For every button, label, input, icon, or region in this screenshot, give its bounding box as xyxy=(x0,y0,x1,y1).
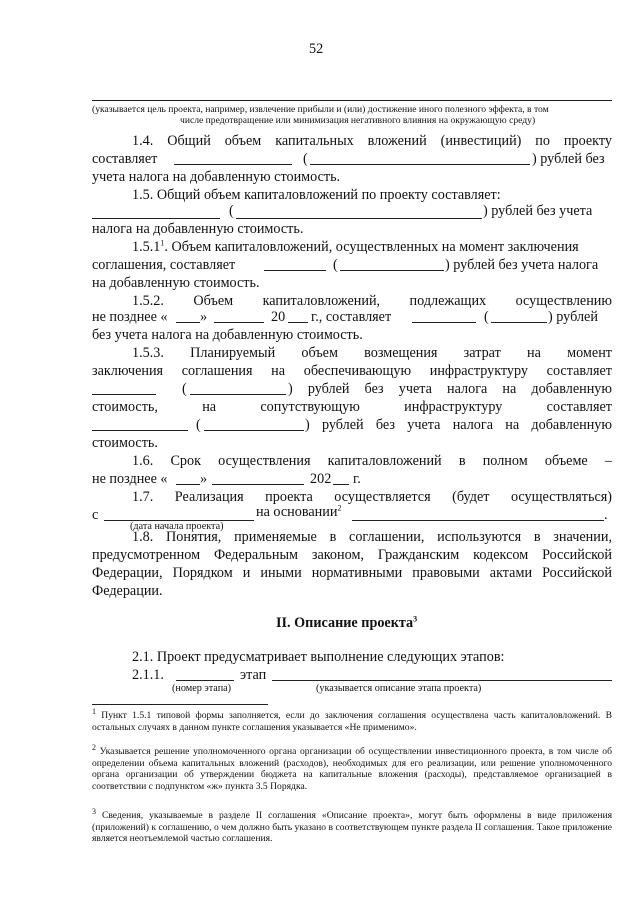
footnote-2-mark: 2 xyxy=(92,742,96,752)
p17-line2b xyxy=(256,503,341,521)
p15-line3: налога на добавленную стоимость. xyxy=(92,221,304,237)
p152-blank-month xyxy=(214,322,264,323)
p16-blank-day xyxy=(176,484,200,485)
p16-line2d: г. xyxy=(353,471,361,487)
p211-blank-description xyxy=(272,680,612,681)
p211-number: 2.1.1. xyxy=(132,667,164,683)
p14-blank-words xyxy=(310,164,530,165)
footnote-ref-1: 1 xyxy=(160,238,165,248)
p16-line2c: 202 xyxy=(310,471,332,487)
p151-line2a: соглашения, составляет xyxy=(92,257,236,273)
p14-line2a: составляет xyxy=(92,151,158,167)
p151-blank-words xyxy=(340,270,444,271)
p21: 2.1. Проект предусматривает выполнение следующих этапов: xyxy=(132,649,505,665)
p153-line4: стоимость, на сопутствующую инфраструктуру составляет xyxy=(92,399,612,415)
p153-blank-words1 xyxy=(190,394,286,395)
p153-line5c: ) рублей без учета налога на добавленную xyxy=(305,417,612,433)
purpose-line xyxy=(92,100,612,101)
p152-line3: без учета налога на добавленную стоимость. xyxy=(92,327,363,343)
purpose-note-2: числе предотвращение или минимизация негативного влияния на окружающую среду) xyxy=(180,115,536,126)
p16-line1: 1.6. Срок осуществления капиталовложений в полном объеме – xyxy=(132,453,612,469)
p211-cap-left: (номер этапа) xyxy=(172,683,232,694)
p18-line2: предусмотренном Федеральным законом, Гражданским кодексом Российской xyxy=(92,547,612,563)
p152-blank-words xyxy=(491,322,547,323)
footnote-3-mark: 3 xyxy=(92,806,96,816)
p211-stage-label: этап xyxy=(240,667,267,683)
p14-blank-amount xyxy=(174,164,292,165)
p151-line2c: ) рублей без учета налога xyxy=(445,257,599,273)
p17-caption: (дата начала проекта) xyxy=(130,521,224,532)
p152-line2d: г., составляет xyxy=(311,309,392,325)
p17-line2a: с xyxy=(92,507,99,523)
p152-blank-amount xyxy=(412,322,476,323)
footnote-1-text: Пункт 1.5.1 типовой формы заполняется, если до заключения соглашения осуществлена часть капиталовложений. В остальных случаях в данном пункте соглашения указывается «Не применимо». xyxy=(92,710,612,733)
p153-blank-words2 xyxy=(204,430,304,431)
footnote-separator xyxy=(92,704,268,705)
p17-line1: 1.7. Реализация проекта осуществляется (будет осуществляться) xyxy=(132,489,612,505)
p152-paren-open: ( xyxy=(484,309,489,325)
p153-paren-open1: ( xyxy=(182,381,187,397)
p15-line2c: ) рублей без учета xyxy=(483,203,593,219)
p152-blank-day xyxy=(176,322,200,323)
footnote-1 xyxy=(92,706,612,733)
p151-blank-amount xyxy=(264,270,326,271)
p152-blank-year xyxy=(288,322,308,323)
p18-line4: Федерации. xyxy=(92,583,163,599)
p151-text: . Объем капиталовложений, осуществленных на момент заключения xyxy=(164,239,579,255)
p14-line3: учета налога на добавленную стоимость. xyxy=(92,169,341,185)
p153-line2: заключения соглашения на обеспечивающую инфраструктуру составляет xyxy=(92,363,612,379)
p153-paren-open2: ( xyxy=(196,417,201,433)
footnote-ref-3: 3 xyxy=(413,614,418,624)
p151-line1 xyxy=(132,238,579,256)
p151-paren-open: ( xyxy=(333,257,338,273)
p16-line2b: » xyxy=(200,471,208,487)
p14-paren-open: ( xyxy=(303,151,308,167)
p151-line3: на добавленную стоимость. xyxy=(92,275,260,291)
page-number: 52 xyxy=(309,41,324,57)
p211-blank-stage xyxy=(176,680,234,681)
p152-line2b: » xyxy=(200,309,208,325)
p17-blank-basis xyxy=(352,520,604,521)
footnote-ref-2: 2 xyxy=(337,503,342,513)
p152-line1: 1.5.2. Объем капиталовложений, подлежащих осуществлению xyxy=(132,293,612,309)
p16-blank-month xyxy=(212,484,304,485)
footnote-2-text: Указывается решение уполномоченного органа организации об осуществлении инвестиционного проекта, в том числе об определении объема капитальных вложений (расходов), необходимых для его реализации, или решение уполномоченного органа организации об утверждении бюджета на капитальные вложения (расходы), представляемое организацией в соответствии с подпунктом «ж» пункта 3.5 Порядка. xyxy=(92,746,612,792)
p18-line3: Федерации, Порядком и иными нормативными правовыми актами Российской xyxy=(92,565,612,581)
purpose-note-1: (указывается цель проекта, например, извлечение прибыли и (или) достижение иного полезного эффекта, в том xyxy=(92,104,549,115)
p153-line3c: ) рублей без учета налога на добавленную xyxy=(288,381,612,397)
p14-line2c: ) рублей без xyxy=(532,151,605,167)
p153-line6: стоимость. xyxy=(92,435,158,451)
p16-line2a: не позднее « xyxy=(92,471,168,487)
p15-blank-amount xyxy=(92,218,220,219)
section2-title xyxy=(276,614,417,632)
p211-cap-right: (указывается описание этапа проекта) xyxy=(316,683,482,694)
p153-line1: 1.5.3. Планируемый объем возмещения затрат на момент xyxy=(132,345,612,361)
p152-line2c: 20 xyxy=(271,309,286,325)
p152-line2a: не позднее « xyxy=(92,309,168,325)
footnote-1-mark: 1 xyxy=(92,706,96,716)
p15-line1: 1.5. Общий объем капиталовложений по проекту составляет: xyxy=(132,187,501,203)
p16-blank-year xyxy=(333,484,349,485)
p15-paren-open: ( xyxy=(229,203,234,219)
p14-line1: 1.4. Общий объем капитальных вложений (инвестиций) по проекту xyxy=(132,133,612,149)
p152-line2f: ) рублей xyxy=(548,309,598,325)
p15-blank-words xyxy=(236,218,482,219)
p151-number: 1.5.1 xyxy=(132,239,161,255)
footnote-2 xyxy=(92,742,612,792)
p153-blank-amount2 xyxy=(92,430,188,431)
section2-title-text: II. Описание проекта xyxy=(276,615,414,631)
p17-basis-label: на основании xyxy=(256,504,338,520)
p17-line2c: . xyxy=(604,507,608,523)
p153-blank-amount1 xyxy=(92,394,156,395)
p18-line1: 1.8. Понятия, применяемые в соглашении, используются в значении, xyxy=(132,529,612,545)
footnote-3-text: Сведения, указываемые в разделе II соглашения «Описание проекта», могут быть оформлены в виде приложения (приложений) к соглашению, о чем должно быть указано в соответствующем пункте раздела II соглашения. Такое приложение является неотъемлемой частью соглашения. xyxy=(92,810,612,845)
footnote-3 xyxy=(92,806,612,845)
